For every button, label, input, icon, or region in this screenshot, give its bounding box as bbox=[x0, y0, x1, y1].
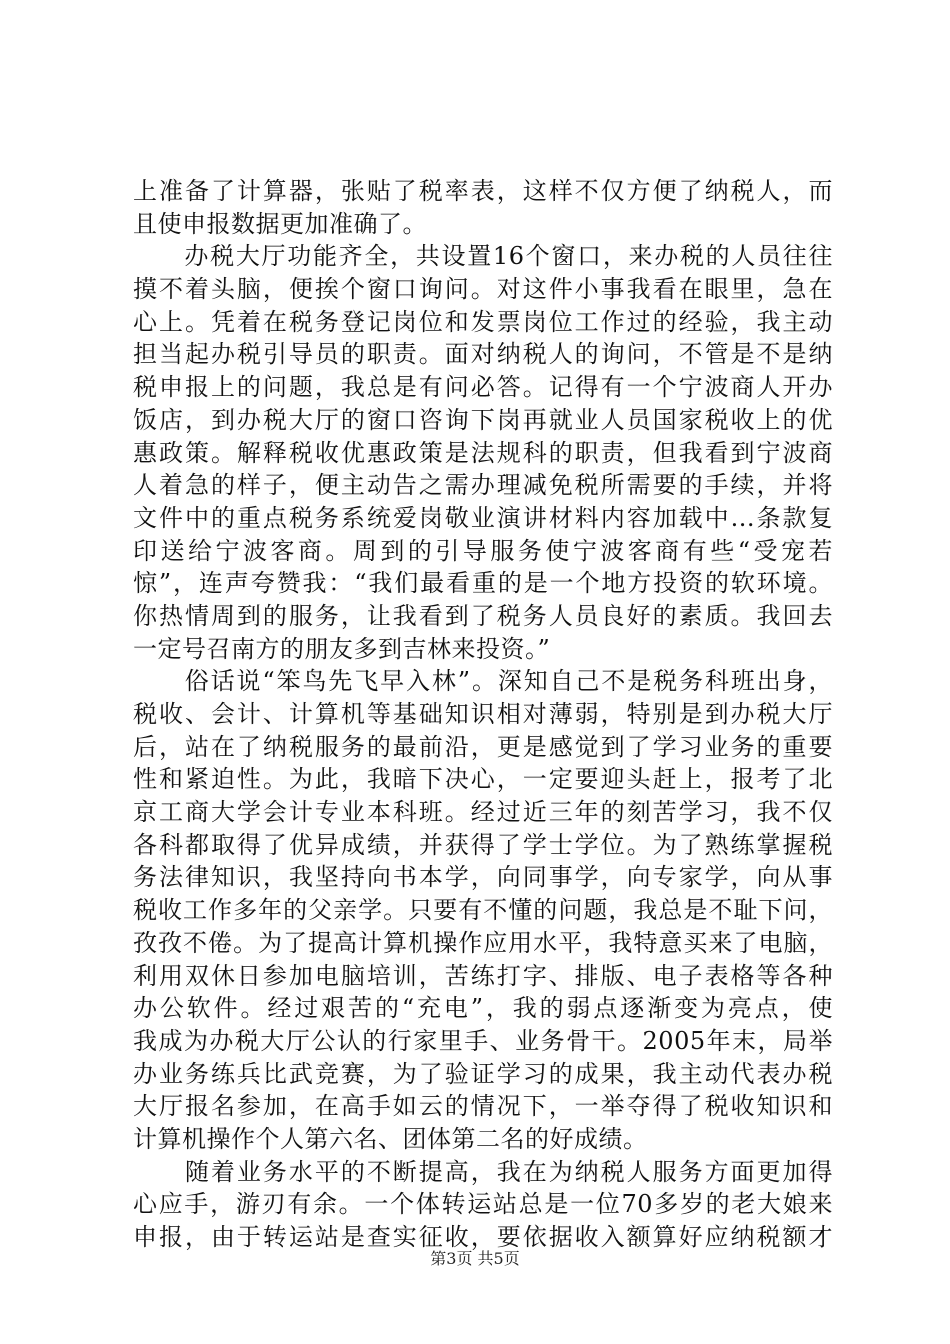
text-line: 孜孜不倦。为了提高计算机操作应用水平，我特意买来了电脑， bbox=[133, 928, 833, 957]
text-line: 摸不着头脑，便挨个窗口询问。对这件小事我看在眼里，急在 bbox=[133, 275, 833, 304]
text-line: 你热情周到的服务，让我看到了税务人员良好的素质。我回去 bbox=[133, 601, 833, 630]
text-line: 利用双休日参加电脑培训，苦练打字、排版、电子表格等各种 bbox=[133, 961, 833, 990]
text-line: 税收、会计、计算机等基础知识相对薄弱，特别是到办税大厅 bbox=[133, 700, 833, 728]
text-line: 随着业务水平的不断提高，我在为纳税人服务方面更加得 bbox=[133, 1157, 833, 1186]
text-line: 担当起办税引导员的职责。面对纳税人的询问，不管是不是纳 bbox=[133, 340, 833, 369]
text-line: 性和紧迫性。为此，我暗下决心，一定要迎头赶上，报考了北 bbox=[133, 765, 833, 794]
text-line: 办公软件。经过艰苦的“充电”，我的弱点逐渐变为亮点，使 bbox=[133, 994, 833, 1023]
text-line: 计算机操作个人第六名、团体第二名的好成绩。 bbox=[133, 1124, 648, 1153]
text-line: 心应手，游刃有余。一个体转运站总是一位70多岁的老大娘来 bbox=[133, 1190, 833, 1219]
page-number-footer: 第3页 共5页 bbox=[430, 1249, 520, 1268]
text-line: 税申报上的问题，我总是有问必答。记得有一个宁波商人开办 bbox=[133, 373, 833, 402]
text-line: 惊”，连声夸赞我：“我们最看重的是一个地方投资的软环境。 bbox=[133, 569, 833, 598]
text-line: 办业务练兵比武竞赛，为了验证学习的成果，我主动代表办税 bbox=[133, 1059, 833, 1088]
text-line: 税收工作多年的父亲学。只要有不懂的问题，我总是不耻下问， bbox=[133, 896, 833, 925]
body-text bbox=[133, 175, 833, 1254]
text-line: 京工商大学会计专业本科班。经过近三年的刻苦学习，我不仅 bbox=[133, 798, 833, 827]
text-line: 饭店，到办税大厅的窗口咨询下岗再就业人员国家税收上的优 bbox=[133, 405, 833, 434]
text-line: 文件中的重点税务系统爱岗敬业演讲材料内容加载中...条款复 bbox=[133, 503, 833, 532]
text-line: 俗话说“笨鸟先飞早入林”。深知自己不是税务科班出身， bbox=[133, 667, 833, 696]
text-line: 我成为办税大厅公认的行家里手、业务骨干。2005年末，局举 bbox=[133, 1026, 833, 1055]
text-line: 上准备了计算器，张贴了税率表，这样不仅方便了纳税人，而 bbox=[133, 177, 833, 205]
text-line: 且使申报数据更加准确了。 bbox=[133, 209, 427, 238]
text-line: 印送给宁波客商。周到的引导服务使宁波客商有些“受宠若 bbox=[133, 536, 833, 565]
text-line: 惠政策。解释税收优惠政策是法规科的职责，但我看到宁波商 bbox=[133, 438, 833, 467]
text-line: 心上。凭着在税务登记岗位和发票岗位工作过的经验，我主动 bbox=[133, 307, 833, 336]
text-line: 大厅报名参加，在高手如云的情况下，一举夺得了税收知识和 bbox=[133, 1092, 833, 1121]
text-line: 各科都取得了优异成绩，并获得了学士学位。为了熟练掌握税 bbox=[133, 830, 833, 859]
text-line: 办税大厅功能齐全，共设置16个窗口，来办税的人员往往 bbox=[133, 242, 833, 271]
text-line: 务法律知识，我坚持向书本学，向同事学，向专家学，向从事 bbox=[133, 863, 833, 892]
text-line: 申报，由于转运站是查实征收，要依据收入额算好应纳税额才 bbox=[133, 1223, 833, 1251]
text-line: 人着急的样子，便主动告之需办理减免税所需要的手续，并将 bbox=[133, 471, 833, 500]
text-line: 后，站在了纳税服务的最前沿，更是感觉到了学习业务的重要 bbox=[133, 732, 833, 761]
text-line: 一定号召南方的朋友多到吉林来投资。” bbox=[133, 634, 551, 663]
